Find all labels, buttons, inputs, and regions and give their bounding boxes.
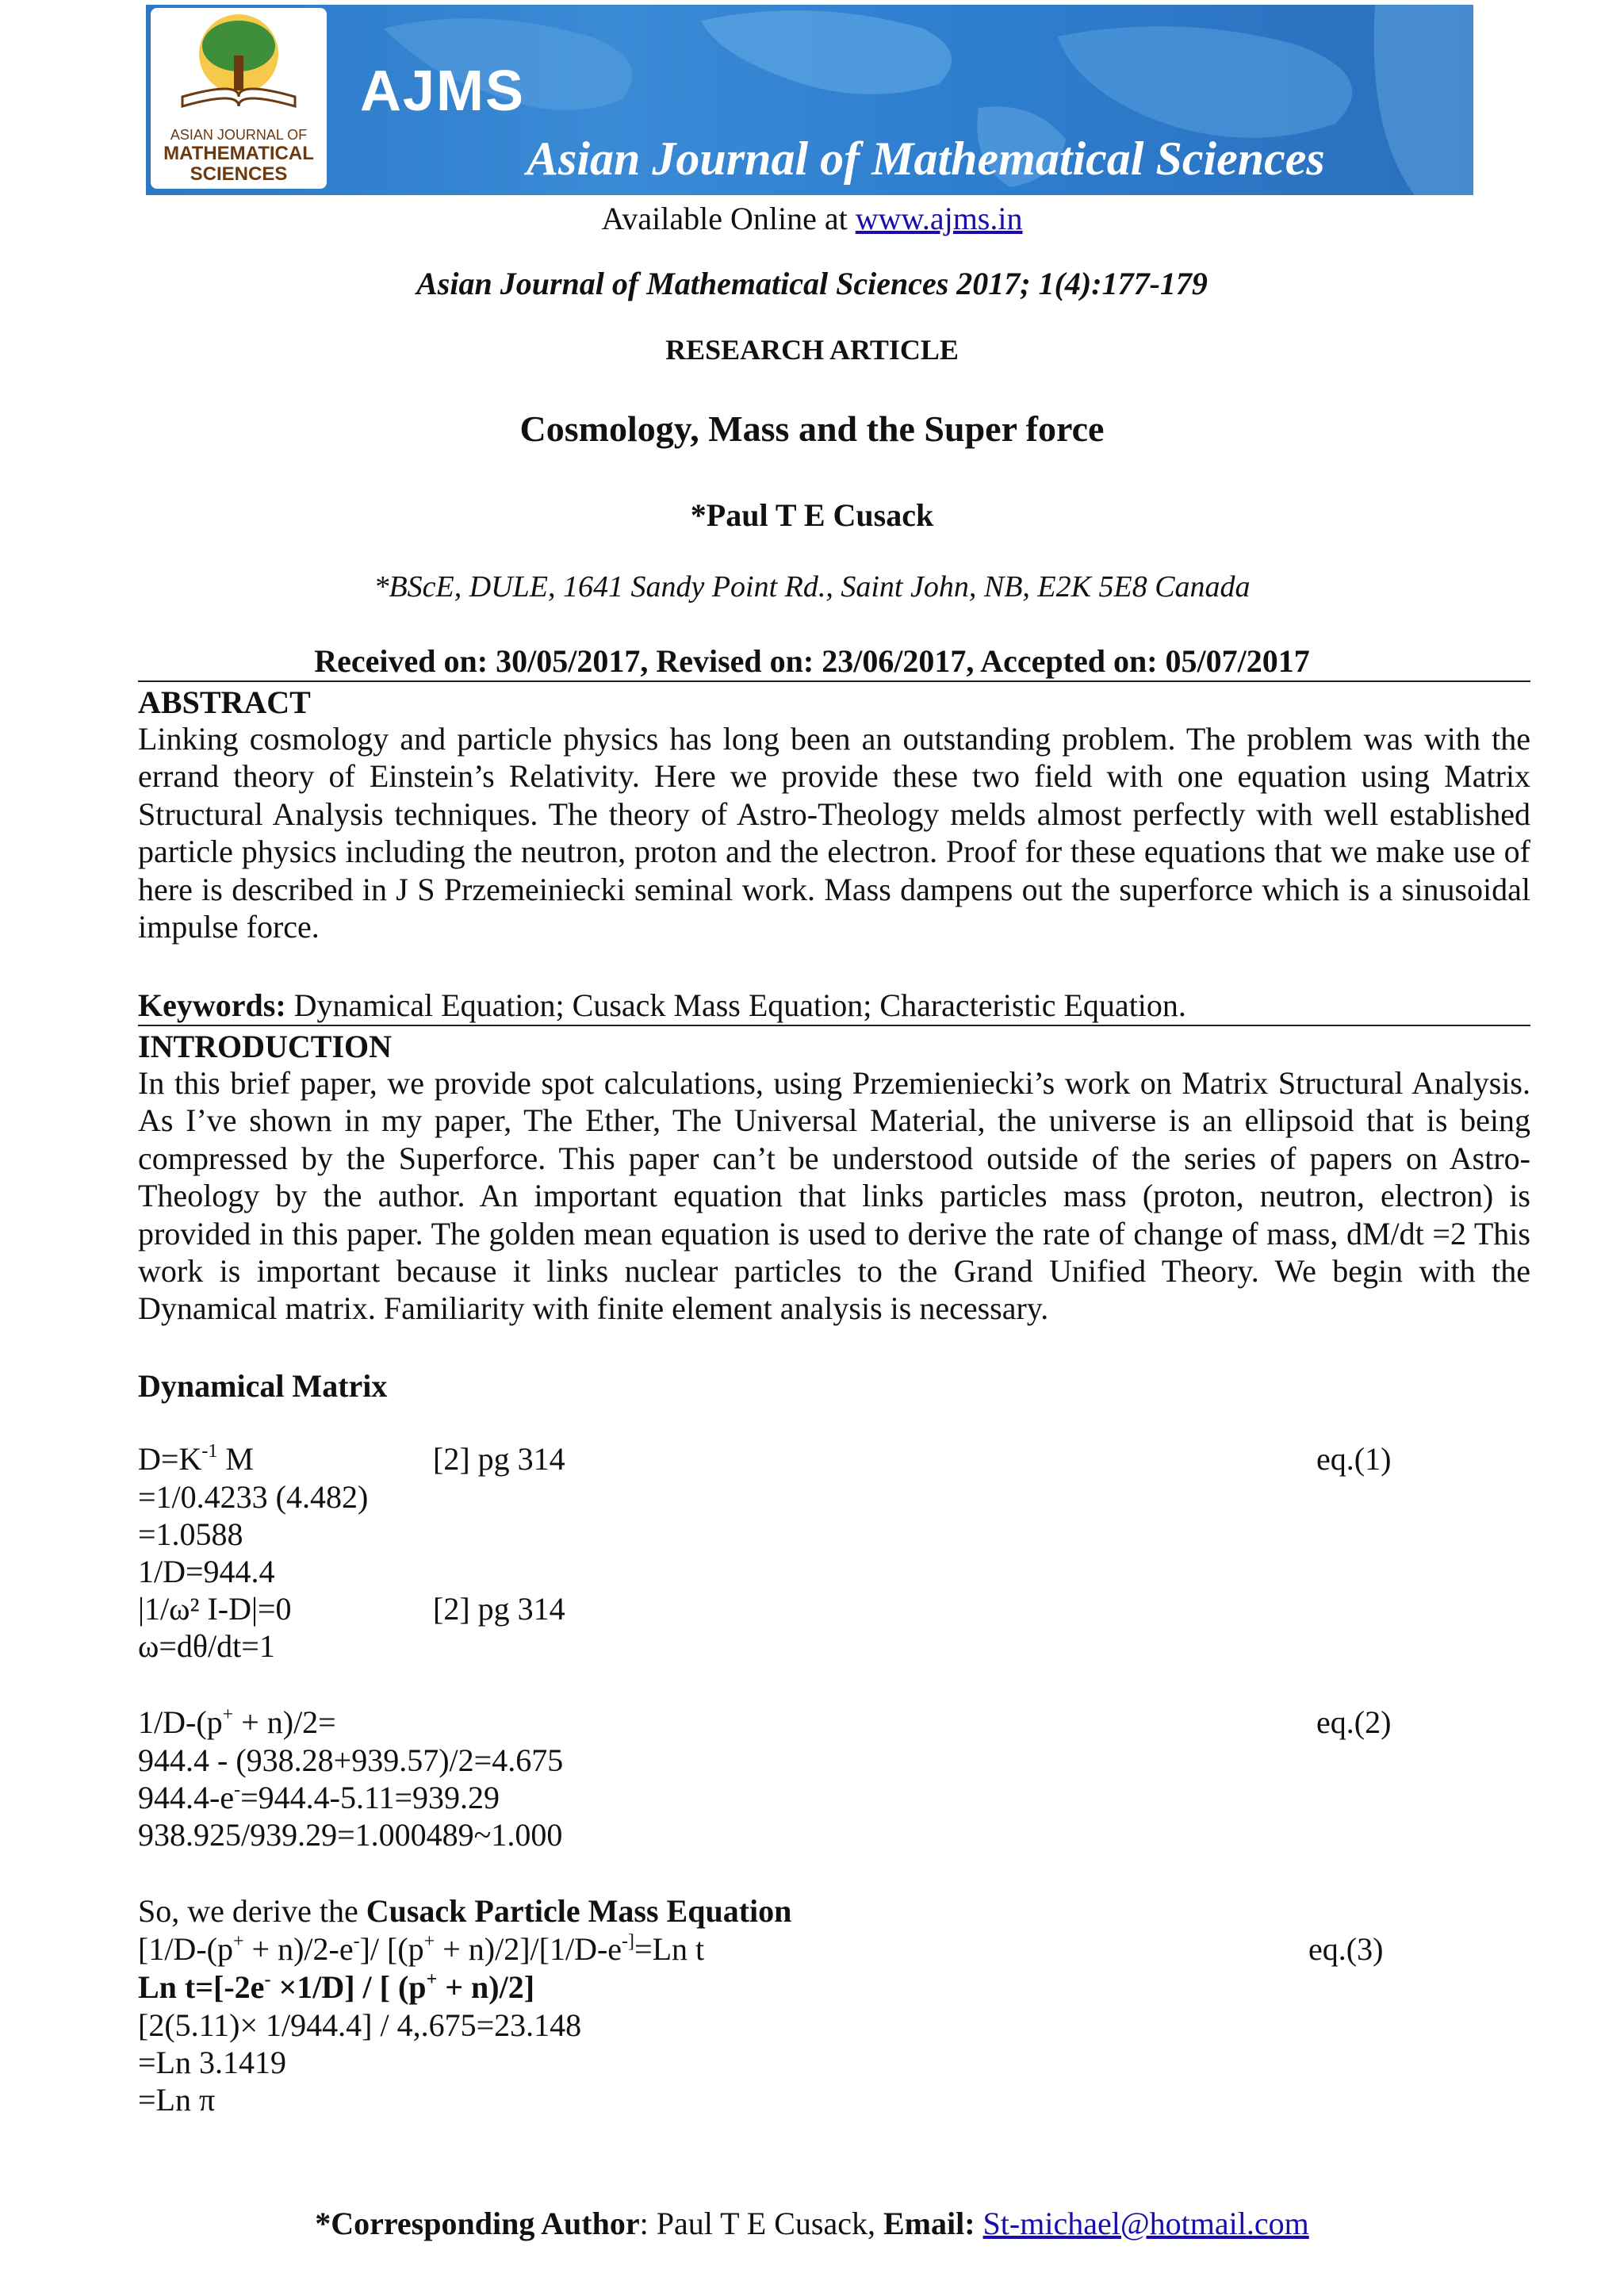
eq3-superscript: + bbox=[423, 1931, 435, 1952]
email-link[interactable]: St-michael@hotmail.com bbox=[982, 2206, 1309, 2241]
paper-title: Cosmology, Mass and the Super force bbox=[519, 408, 1105, 449]
keywords-line bbox=[138, 987, 1186, 1024]
article-type: RESEARCH ARTICLE bbox=[665, 334, 959, 366]
eq1-superscript: -1 bbox=[201, 1441, 218, 1462]
calc-line bbox=[138, 1779, 500, 1816]
site-link[interactable]: www.ajms.in bbox=[855, 201, 1023, 236]
eq2-superscript: + bbox=[222, 1704, 234, 1725]
derivation-lead-text: So, we derive the bbox=[138, 1893, 366, 1929]
equation-2 bbox=[138, 1704, 336, 1741]
calc-line: =1/0.4233 (4.482) bbox=[138, 1479, 369, 1515]
keywords-text: Dynamical Equation; Cusack Mass Equation; Characteristic Equation. bbox=[285, 987, 1186, 1023]
calc-line: =1.0588 bbox=[138, 1516, 243, 1552]
equation-3 bbox=[138, 1930, 704, 1968]
abstract-heading: ABSTRACT bbox=[138, 684, 311, 720]
calc-line: =Ln π bbox=[138, 2082, 216, 2118]
calc-line: [2(5.11)× 1/944.4] / 4,.675=23.148 bbox=[138, 2007, 582, 2043]
author-name: *Paul T E Cusack bbox=[690, 497, 934, 533]
reference-1: [2] pg 314 bbox=[433, 1441, 565, 1477]
eq1-tail: M bbox=[217, 1441, 254, 1477]
lnt-part: + n)/2] bbox=[437, 1969, 535, 2005]
eq3-superscript: + bbox=[232, 1931, 244, 1952]
eq3-part: + n)/2-e bbox=[243, 1931, 354, 1967]
derivation-lead bbox=[138, 1892, 791, 1930]
calc-line: ω=dθ/dt=1 bbox=[138, 1628, 275, 1664]
calc-line: =Ln 3.1419 bbox=[138, 2045, 286, 2080]
corresponding-author-name: : Paul T E Cusack, bbox=[639, 2206, 883, 2241]
corresponding-author-label: *Corresponding Author bbox=[315, 2206, 640, 2241]
dynamical-matrix-heading: Dynamical Matrix bbox=[138, 1368, 388, 1404]
reference-2: [2] pg 314 bbox=[433, 1591, 565, 1627]
header-divider bbox=[138, 680, 1530, 682]
logo-line-3: SCIENCES bbox=[190, 163, 288, 185]
lnt-superscript: + bbox=[426, 1969, 438, 1990]
author-affiliation: *BScE, DULE, 1641 Sandy Point Rd., Saint John, NB, E2K 5E8 Canada bbox=[373, 570, 1251, 604]
tree-book-icon bbox=[151, 8, 327, 119]
journal-banner bbox=[146, 5, 1473, 195]
journal-full-name: Asian Journal of Mathematical Sciences bbox=[527, 132, 1325, 185]
equation-name: Cusack Particle Mass Equation bbox=[366, 1893, 792, 1929]
journal-logo bbox=[151, 8, 327, 189]
eq3-part: [1/D-(p bbox=[138, 1931, 233, 1967]
introduction-text: In this brief paper, we provide spot calculations, using Przemieniecki’s work on Matrix Structural Analysis. As I’ve shown in my paper, The Ether, The Universal Material, the universe is an ellipsoid that is being compressed by the Superforce. This paper can’t be understood outside of the series of papers on Astro-Theology by the author. An important equation that links particles mass (proton, neutron, electron) is provided in this paper. The golden mean equation is used to derive the rate of change of mass, dM/dt =2 This work is important because it links nuclear particles to the Grand Unified Theory. We begin with the Dynamical matrix. Familiarity with finite element analysis is necessary. bbox=[138, 1065, 1530, 1327]
eq3-superscript: - bbox=[353, 1931, 360, 1952]
eq3-part: + n)/2]/[1/D-e bbox=[435, 1931, 622, 1967]
calc-part: 944.4-e bbox=[138, 1780, 235, 1815]
availability-prefix: Available Online at bbox=[601, 201, 856, 236]
journal-acronym: AJMS bbox=[360, 59, 526, 123]
eq1-main: D=K bbox=[138, 1441, 202, 1477]
eq3-part: =Ln t bbox=[634, 1931, 705, 1967]
calc-line: 944.4 - (938.28+939.57)/2=4.675 bbox=[138, 1742, 564, 1778]
submission-dates: Received on: 30/05/2017, Revised on: 23/06/2017, Accepted on: 05/07/2017 bbox=[314, 643, 1310, 679]
availability-line bbox=[0, 200, 1624, 237]
equation-number-3: eq.(3) bbox=[1308, 1931, 1384, 1967]
abstract-text: Linking cosmology and particle physics has long been an outstanding problem. The problem was with the errand theory of Einstein’s Relativity. Here we provide these two field with one equation using Matrix Structural Analysis techniques. The theory of Astro-Theology melds almost perfectly with well established particle physics including the neutron, proton and the electron. Proof for these equations that we make use of here is described in J S Przemeiniecki seminal work. Mass dampens out the superforce which is a sinusoidal impulse force. bbox=[138, 721, 1530, 945]
equation-number-1: eq.(1) bbox=[1316, 1441, 1392, 1477]
citation-line: Asian Journal of Mathematical Sciences 2017; 1(4):177-179 bbox=[416, 266, 1208, 301]
eq2-part: 1/D-(p bbox=[138, 1704, 223, 1740]
calc-line: 1/D=944.4 bbox=[138, 1554, 275, 1589]
introduction-heading: INTRODUCTION bbox=[138, 1029, 393, 1064]
eq3-superscript: -] bbox=[622, 1931, 635, 1952]
eq3-part: ]/ [(p bbox=[359, 1931, 424, 1967]
logo-line-2: MATHEMATICAL bbox=[163, 143, 314, 164]
keywords-label: Keywords: bbox=[138, 987, 286, 1023]
characteristic-equation: |1/ω² I-D|=0 bbox=[138, 1591, 292, 1627]
equation-number-2: eq.(2) bbox=[1316, 1704, 1392, 1740]
calc-superscript: - bbox=[234, 1780, 241, 1800]
equation-1 bbox=[138, 1440, 254, 1478]
cusack-mass-equation bbox=[138, 1968, 534, 2006]
calc-line: 938.925/939.29=1.000489~1.000 bbox=[138, 1817, 563, 1853]
lnt-superscript: - bbox=[264, 1969, 271, 1990]
lnt-part: ×1/D] / [ (p bbox=[270, 1969, 427, 2005]
lnt-part: Ln t=[-2e bbox=[138, 1969, 265, 2005]
corresponding-author-footer bbox=[0, 2205, 1624, 2242]
keywords-divider bbox=[138, 1025, 1530, 1026]
eq2-part: + n)/2= bbox=[233, 1704, 336, 1740]
calc-part: =944.4-5.11=939.29 bbox=[240, 1780, 500, 1815]
email-label: Email: bbox=[883, 2206, 975, 2241]
logo-line-1: ASIAN JOURNAL OF bbox=[170, 127, 308, 143]
